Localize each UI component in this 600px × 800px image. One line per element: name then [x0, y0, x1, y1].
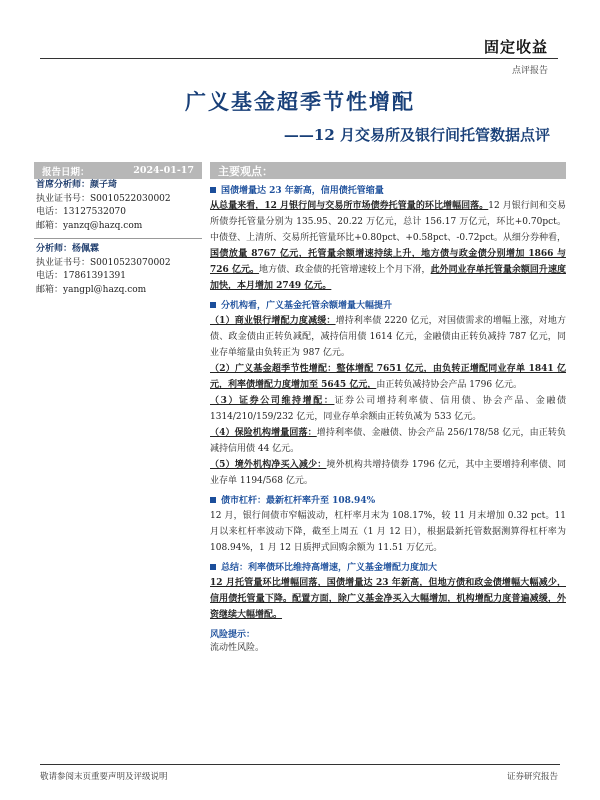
sidebar-divider: [34, 238, 202, 239]
analyst-1-role: 首席分析师：颜子琦: [36, 180, 118, 190]
header-divider: [40, 58, 558, 59]
analyst-2-cert: 执业证书号：S0010523070002: [36, 257, 171, 268]
institution-item: （5）境外机构净买入减少：境外机构共增持债券 1796 亿元，其中主要增持利率债、同业存单 1194/568 亿元。: [210, 460, 566, 486]
bullet-square-icon: [210, 187, 216, 193]
report-date-label: 报告日期：: [42, 166, 90, 178]
institution-item: （4）保险机构增量回落：增持利率债、金融债、协会产品 256/178/58 亿元，由正转负减持信用债 44 亿元。: [210, 428, 566, 454]
risk-text: 流动性风险。: [210, 643, 265, 653]
analyst-1-phone: 电话：13127532070: [36, 207, 127, 217]
report-category: 固定收益: [483, 38, 548, 56]
institution-item: （1）商业银行增配力度减缓：增持利率债 2220 亿元，对国债需求的增幅上涨，对地方债、政金债由正转负减配，减持信用债 1614 亿元，金融债由正转负减持 787 亿元，同业存单缩量由负转正为 987 亿元。: [210, 316, 566, 358]
report-date-bar: [34, 162, 202, 179]
footer-report-type: 证券研究报告: [506, 772, 558, 782]
leverage-paragraph: 12 月，银行间债市窄幅波动，杠杆率月末为 108.17%，较 11 月末增加 0.32 pct。11 月以来杠杆率波动下降，截至上周五（1 月 12 日），根据最新托管数据测算得杠杆率为 108.94%，1 月 12 日质押式回购余额为 11.51 万亿元。: [210, 511, 566, 553]
footer-disclaimer: 敬请参阅末页重要声明及评级说明: [40, 772, 168, 782]
summary-paragraph: 12 月托管量环比增幅回落，国债增量达 23 年新高，但地方债和政金债增幅大幅减少，信用债托管量下降。配置方面，除广义基金净买入大幅增加，机构增配力度普遍减缓，外资继续大幅增配。: [210, 578, 566, 620]
report-subtitle: ——12 月交易所及银行间托管数据点评: [283, 126, 550, 144]
analyst-2-role: 分析师：杨佩霖: [36, 244, 100, 254]
analyst-1-email[interactable]: 邮箱：yanzq@hazq.com: [36, 220, 143, 231]
risk-label: 风险提示：: [210, 630, 256, 640]
section-bullet: 债市杠杆：最新杠杆率升至 108.94%: [210, 493, 566, 506]
institution-item: （3）证券公司维持增配：证券公司增持利率债、信用债、协会产品、金融债 1314/210/159/232 亿元，同业存单余额由正转负减为 533 亿元。: [210, 396, 566, 422]
analyst-2-email[interactable]: 邮箱：yangpl@hazq.com: [36, 284, 147, 295]
section-bullet: 分机构看，广义基金托管余额增量大幅提升: [210, 298, 566, 311]
bullet-square-icon: [210, 302, 216, 308]
report-title: 广义基金超季节性增配: [185, 89, 415, 114]
report-date-value: 2024-01-17: [133, 165, 194, 176]
report-subtype: 点评报告: [511, 66, 548, 76]
analyst-sidebar: [34, 162, 202, 297]
analyst-2-phone: 电话：17861391391: [36, 271, 127, 281]
footer-divider: [40, 764, 560, 765]
section-bullet: 总结：利率债环比维持高增速，广义基金增配力度加大: [210, 560, 566, 573]
institution-item: （2）广义基金超季节性增配：整体增配 7651 亿元，由负转正增配同业存单 1841 亿元，利率债增配力度增加至 5645 亿元，由正转负减持协会产品 1796 亿元。: [210, 364, 566, 390]
bullet-square-icon: [210, 564, 216, 570]
key-points-heading: 主要观点：: [210, 162, 566, 179]
section-paragraph: 从总量来看，12 月银行间与交易所市场债券托管量的环比增幅回落。12 月银行间和交易所债券托管量分别为 135.95、20.22 万亿元，总计 156.17 万亿元，环比+0.70pct。中债登、上清所、交易所托管量环比+0.80pct、+0.58pct、-0.72pct。从细分券种看，国债放量 8767 亿元，托管量余额增速持续上升，地方债与政金债分别增加 1866 与 726 亿元。地方债、政金债的托管增速较上个月下滑，此外同业存单托管量余额回升速度加快，本月增加 2749 亿元。: [210, 201, 566, 291]
section-bullet: 国债增量达 23 年新高，信用债托管缩量: [210, 183, 566, 196]
analyst-1-cert: 执业证书号：S0010522030002: [36, 193, 171, 204]
main-viewpoints: [210, 162, 566, 656]
bullet-square-icon: [210, 497, 216, 503]
